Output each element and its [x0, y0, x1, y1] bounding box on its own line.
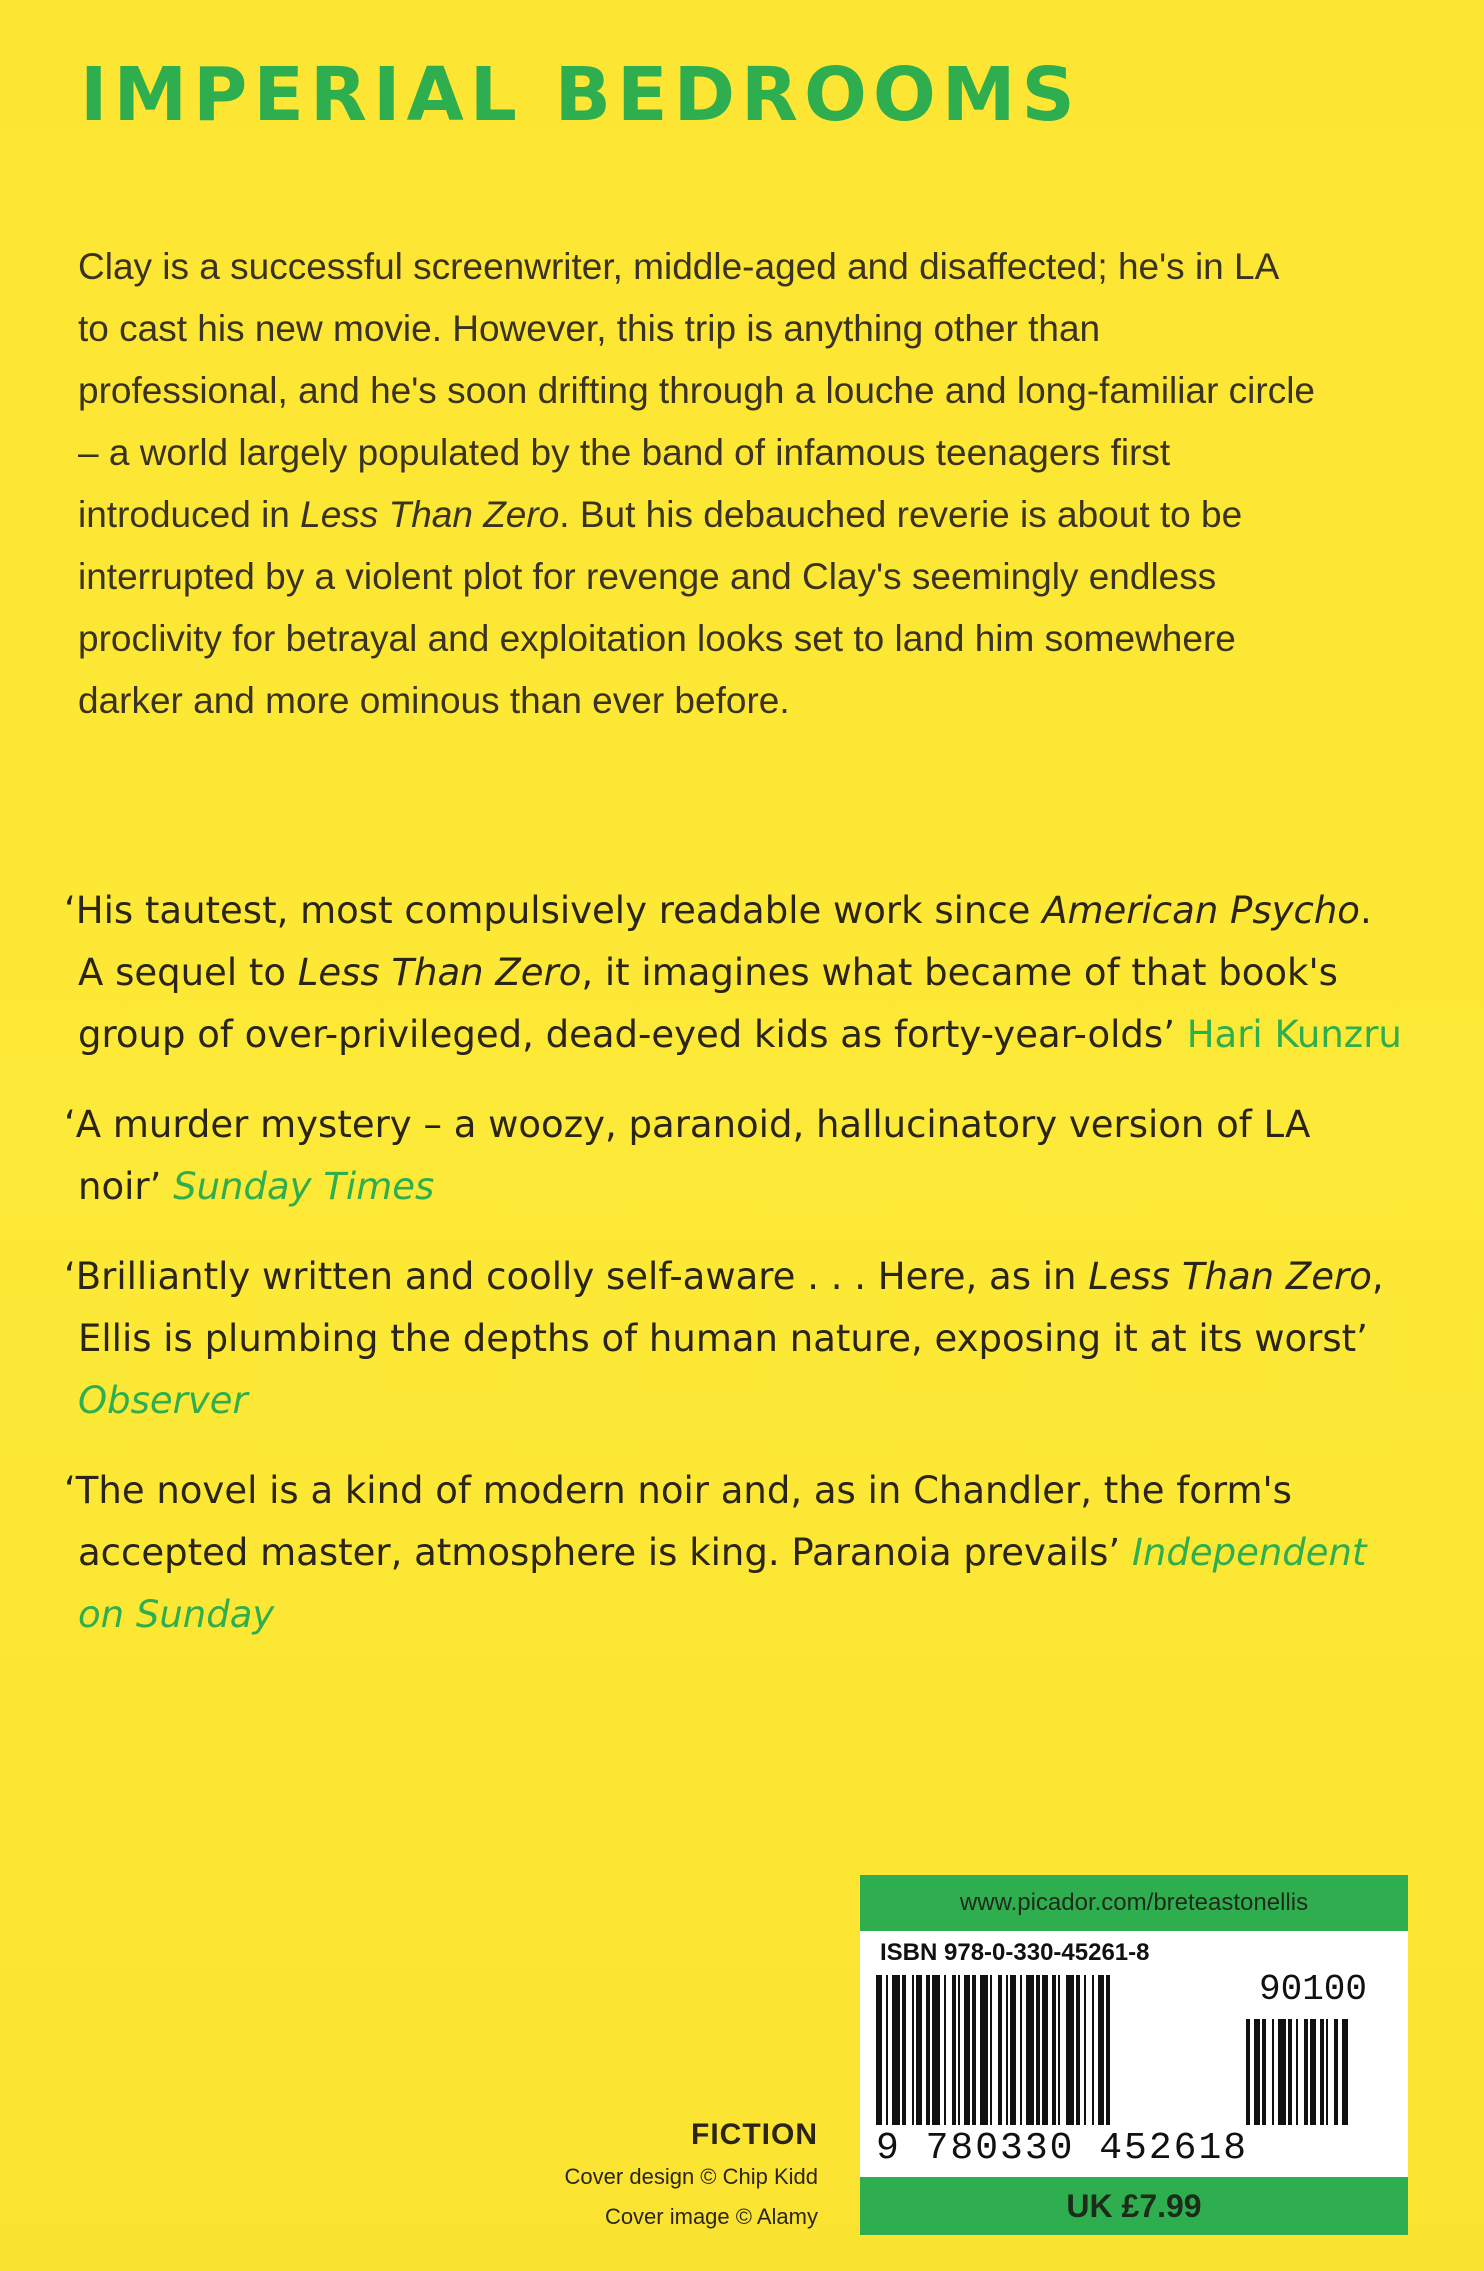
credits: [565, 2118, 818, 2244]
synopsis: [78, 236, 1318, 732]
isbn-label: ISBN 978-0-330-45261-8: [880, 1939, 1150, 1966]
quote-text: , it imagines what became of that book's group of over-privileged, dead-eyed kids as forty-year-olds’: [78, 951, 1338, 1056]
quote-text: ‘A murder mystery – a woozy, paranoid, hallucinatory version of LA noir’: [64, 1103, 1311, 1208]
quote-text: American Psycho: [1042, 889, 1360, 932]
quote-text: . A sequel to: [78, 889, 1372, 994]
review-quote: [64, 880, 1402, 1066]
synopsis-part-1: Clay is a successful screenwriter, middle-aged and disaffected; he's in LA to cast his new movie. However, this trip is anything other than professional, and he's soon drifting through a louche and long-familiar circle – a world largely populated by the band of infamous teenagers first introduced in: [78, 246, 1316, 535]
quote-text: Less Than Zero: [1088, 1255, 1372, 1298]
genre-label: FICTION: [691, 2118, 818, 2151]
cover-image-credit: Cover image © Alamy: [604, 2204, 818, 2229]
synopsis-italic-title: Less Than Zero: [300, 494, 560, 535]
publisher-url: www.picador.com/breteastonellis: [860, 1875, 1408, 1931]
quote-source: Independent on Sunday: [78, 1531, 1367, 1636]
review-quotes: [64, 880, 1402, 1674]
quote-text: Less Than Zero: [297, 951, 582, 994]
review-quote: [64, 1460, 1402, 1646]
book-title: IMPERIAL BEDROOMS: [80, 52, 1081, 138]
price-label: UK £7.99: [860, 2177, 1408, 2235]
quote-source: Observer: [78, 1379, 248, 1422]
quote-text: ‘Brilliantly written and coolly self-aware . . . Here, as in: [64, 1255, 1089, 1298]
barcode-addon: 90100: [1258, 1969, 1368, 2010]
review-quote: [64, 1246, 1402, 1432]
quote-text: , Ellis is plumbing the depths of human nature, exposing it at its worst’: [78, 1255, 1384, 1360]
barcode-box: [860, 1875, 1408, 2235]
review-quote: [64, 1094, 1402, 1218]
cover-design-credit: Cover design © Chip Kidd: [564, 2164, 818, 2189]
barcode-digits: 9 780330 452618: [876, 2127, 1249, 2170]
quote-source: Hari Kunzru: [1186, 1013, 1402, 1056]
quote-text: ‘The novel is a kind of modern noir and, as in Chandler, the form's accepted master, atmosphere is king. Paranoia prevails’: [64, 1469, 1292, 1574]
synopsis-part-2: . But his debauched reverie is about to be interrupted by a violent plot for revenge and Clay's seemingly endless proclivity for betrayal and exploitation looks set to land him somewhere darker and more ominous than ever before.: [78, 494, 1243, 721]
quote-text: ‘His tautest, most compulsively readable work since: [64, 889, 1043, 932]
quote-source: Sunday Times: [173, 1165, 435, 1208]
